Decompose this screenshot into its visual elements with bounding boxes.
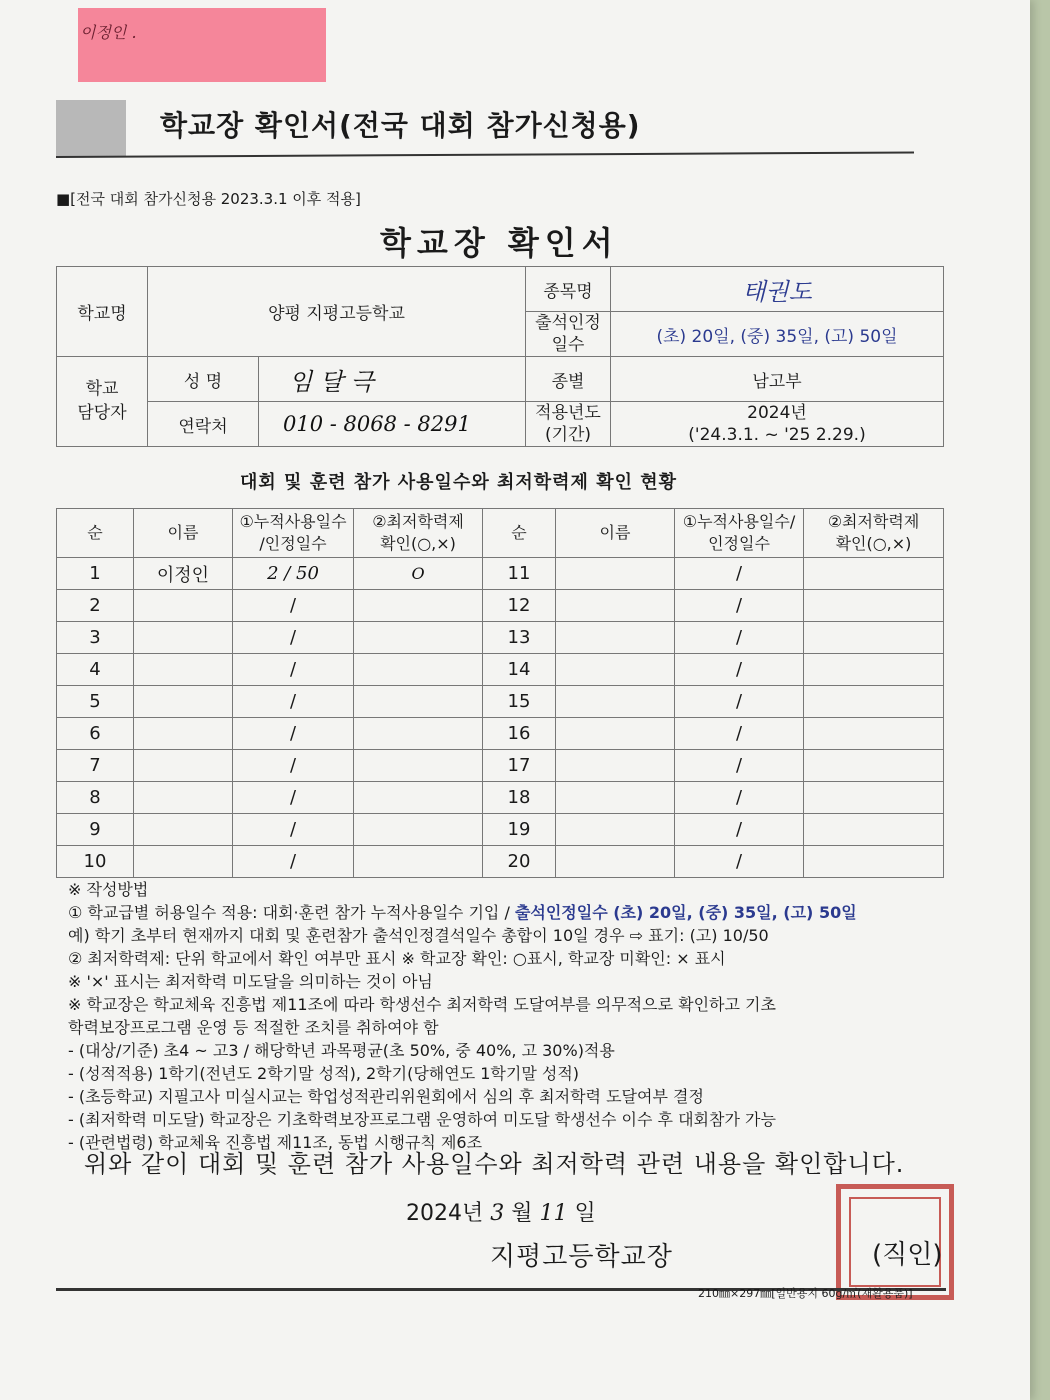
date-day-unit: 일 <box>574 1201 596 1226</box>
row-days-2: / <box>675 718 804 750</box>
row-no: 4 <box>57 654 134 686</box>
row-days: / <box>233 846 354 878</box>
row-name-2 <box>556 654 675 686</box>
contact-value: 010 - 8068 - 8291 <box>259 402 526 447</box>
col-days-2: ①누적사용일수/ 인정일수 <box>675 509 804 558</box>
row-no: 10 <box>57 846 134 878</box>
event-value: 태권도 <box>611 267 944 312</box>
row-no-2: 20 <box>483 846 556 878</box>
row-no-2: 15 <box>483 686 556 718</box>
table-row <box>57 558 944 590</box>
row-no-2: 11 <box>483 558 556 590</box>
detail-3: - (초등학교) 지필고사 미실시교는 학업성적관리위원회에서 심의 후 최저학력 도달여부 결정 <box>68 1087 704 1106</box>
document-title: 학교장 확인서 <box>380 224 619 262</box>
school-value: 양평 지평고등학교 <box>148 267 526 357</box>
attendance-label: 출석인정 일수 <box>526 312 611 357</box>
row-name <box>134 814 233 846</box>
date-day: 11 <box>539 1201 568 1226</box>
status-table-header <box>57 509 944 558</box>
row-academic-2 <box>804 590 944 622</box>
signed-date <box>406 1196 596 1227</box>
school-label: 학교명 <box>57 267 148 357</box>
row-days: / <box>233 782 354 814</box>
year-period: ('24.3.1. ~ '25 2.29.) <box>688 425 866 446</box>
row-days: / <box>233 814 354 846</box>
paper-spec: 210㎜×297㎜[일반용지 60g/㎡(재활용품)] <box>698 1287 913 1300</box>
detail-1: - (대상/기준) 초4 ~ 고3 / 해당학년 과목평균(초 50%, 중 40%, 고 30%)적용 <box>68 1041 615 1060</box>
row-no-2: 14 <box>483 654 556 686</box>
date-month: 3 <box>490 1201 505 1226</box>
row-academic <box>354 718 483 750</box>
row-academic <box>354 622 483 654</box>
table-row <box>57 622 944 654</box>
row-academic-2 <box>804 814 944 846</box>
instruction-2-note-c: 학력보장프로그램 운영 등 적절한 조치를 취하여야 함 <box>68 1018 439 1037</box>
section-title: 대회 및 훈련 참가 사용일수와 최저학력제 확인 현황 <box>240 472 678 493</box>
instruction-2-note-a: ※ '×' 표시는 최저학력 미도달을 의미하는 것이 아님 <box>68 972 433 991</box>
name-label: 성 명 <box>148 357 259 402</box>
instruction-2: ② 최저학력제: 단위 학교에서 확인 여부만 표시 ※ 학교장 확인: ○표시, 학교장 미확인: × 표시 <box>68 949 726 968</box>
row-no-2: 18 <box>483 782 556 814</box>
applicability-note: ■[전국 대회 참가신청용 2023.3.1 이후 적용] <box>56 190 361 208</box>
seal-label: (직인) <box>872 1240 943 1270</box>
row-no: 5 <box>57 686 134 718</box>
instruction-1-text: ① 학교급별 허용일수 적용: 대회·훈련 참가 누적사용일수 기입 / <box>68 903 515 922</box>
principal-title: 지평고등학교장 <box>490 1242 673 1272</box>
row-name: 이정인 <box>134 558 233 590</box>
row-name <box>134 782 233 814</box>
gender-value: 남고부 <box>611 357 944 402</box>
row-academic <box>354 846 483 878</box>
row-name <box>134 590 233 622</box>
col-name-2: 이름 <box>556 509 675 558</box>
row-days: / <box>233 654 354 686</box>
col-no-2: 순 <box>483 509 556 558</box>
contact-label: 연락처 <box>148 402 259 447</box>
row-academic <box>354 750 483 782</box>
detail-5: - (관련법령) 학교체육 진흥법 제11조, 동법 시행규칙 제6조 <box>68 1133 483 1152</box>
row-days: / <box>233 622 354 654</box>
detail-2: - (성적적용) 1학기(전년도 2학기말 성적), 2학기(당해연도 1학기말 성적) <box>68 1064 580 1083</box>
table-row <box>57 686 944 718</box>
row-academic <box>354 782 483 814</box>
col-days: ①누적사용일수 /인정일수 <box>233 509 354 558</box>
row-no-2: 13 <box>483 622 556 654</box>
row-days: / <box>233 686 354 718</box>
row-no: 2 <box>57 590 134 622</box>
table-row <box>57 590 944 622</box>
row-days-2: / <box>675 750 804 782</box>
header-title: 학교장 확인서(전국 대회 참가신청용) <box>160 109 641 142</box>
row-academic-2 <box>804 846 944 878</box>
row-academic <box>354 686 483 718</box>
col-academic: ②최저학력제 확인(○,×) <box>354 509 483 558</box>
instruction-1-emphasis: 출석인정일수 (초) 20일, (중) 35일, (고) 50일 <box>514 903 857 922</box>
row-no: 8 <box>57 782 134 814</box>
col-academic-2: ②최저학력제 확인(○,×) <box>804 509 944 558</box>
row-no-2: 17 <box>483 750 556 782</box>
col-name: 이름 <box>134 509 233 558</box>
gender-label: 종별 <box>526 357 611 402</box>
status-table <box>56 508 944 878</box>
row-name <box>134 686 233 718</box>
row-name-2 <box>556 558 675 590</box>
row-no-2: 16 <box>483 718 556 750</box>
manager-label: 학교 담당자 <box>57 357 148 447</box>
attendance-value: (초) 20일, (중) 35일, (고) 50일 <box>611 312 944 357</box>
table-row <box>57 782 944 814</box>
detail-4: - (최저학력 미도달) 학교장은 기초학력보장프로그램 운영하여 미도달 학생선수 이수 후 대회참가 가능 <box>68 1110 776 1129</box>
sticky-note-text: 이정인 . <box>80 23 137 42</box>
row-no: 9 <box>57 814 134 846</box>
row-name-2 <box>556 782 675 814</box>
table-row <box>57 718 944 750</box>
date-month-unit: 월 <box>511 1201 533 1226</box>
header-gray-block <box>56 100 126 156</box>
row-days-2: / <box>675 814 804 846</box>
row-days-2: / <box>675 654 804 686</box>
row-days-2: / <box>675 622 804 654</box>
manager-name: 임 달 극 <box>259 357 526 402</box>
row-no: 1 <box>57 558 134 590</box>
table-row <box>57 750 944 782</box>
row-name <box>134 654 233 686</box>
row-academic-2 <box>804 622 944 654</box>
date-year: 2024년 <box>406 1201 484 1226</box>
instructions-heading: ※ 작성방법 <box>68 880 149 899</box>
row-days: 2 / 50 <box>233 558 354 590</box>
instruction-1-example: 예) 학기 초부터 현재까지 대회 및 훈련참가 출석인정결석일수 총합이 10일 경우 ⇨ 표기: (고) 10/50 <box>68 926 769 945</box>
row-no-2: 19 <box>483 814 556 846</box>
row-academic-2 <box>804 750 944 782</box>
row-no-2: 12 <box>483 590 556 622</box>
row-days-2: / <box>675 590 804 622</box>
row-no: 3 <box>57 622 134 654</box>
row-name <box>134 846 233 878</box>
row-days: / <box>233 590 354 622</box>
row-name-2 <box>556 750 675 782</box>
col-no: 순 <box>57 509 134 558</box>
row-name-2 <box>556 718 675 750</box>
row-academic-2 <box>804 558 944 590</box>
table-row <box>57 814 944 846</box>
row-days: / <box>233 718 354 750</box>
year-value: 2024년 <box>747 403 807 424</box>
row-academic-2 <box>804 718 944 750</box>
row-academic-2 <box>804 654 944 686</box>
row-days: / <box>233 750 354 782</box>
table-row <box>57 846 944 878</box>
info-table <box>56 266 944 447</box>
row-academic-2 <box>804 686 944 718</box>
row-days-2: / <box>675 686 804 718</box>
year-cell <box>611 402 944 447</box>
instruction-1 <box>68 901 948 924</box>
table-row <box>57 654 944 686</box>
row-academic <box>354 814 483 846</box>
row-academic <box>354 654 483 686</box>
confirmation-statement: 위와 같이 대회 및 훈련 참가 사용일수와 최저학력 관련 내용을 확인합니다. <box>84 1150 905 1178</box>
row-name <box>134 622 233 654</box>
header-divider <box>56 152 914 158</box>
row-days-2: / <box>675 846 804 878</box>
row-academic-2 <box>804 782 944 814</box>
row-academic: O <box>354 558 483 590</box>
row-name-2 <box>556 846 675 878</box>
instruction-2-note-b: ※ 학교장은 학교체육 진흥법 제11조에 따라 학생선수 최저학력 도달여부를 의무적으로 확인하고 기초 <box>68 995 776 1014</box>
event-label: 종목명 <box>526 267 611 312</box>
row-name-2 <box>556 686 675 718</box>
year-label: 적용년도 (기간) <box>526 402 611 447</box>
row-no: 6 <box>57 718 134 750</box>
row-name-2 <box>556 622 675 654</box>
row-days-2: / <box>675 782 804 814</box>
row-name-2 <box>556 590 675 622</box>
row-no: 7 <box>57 750 134 782</box>
row-academic <box>354 590 483 622</box>
row-name <box>134 718 233 750</box>
row-name-2 <box>556 814 675 846</box>
instructions <box>68 878 948 1154</box>
row-name <box>134 750 233 782</box>
row-days-2: / <box>675 558 804 590</box>
